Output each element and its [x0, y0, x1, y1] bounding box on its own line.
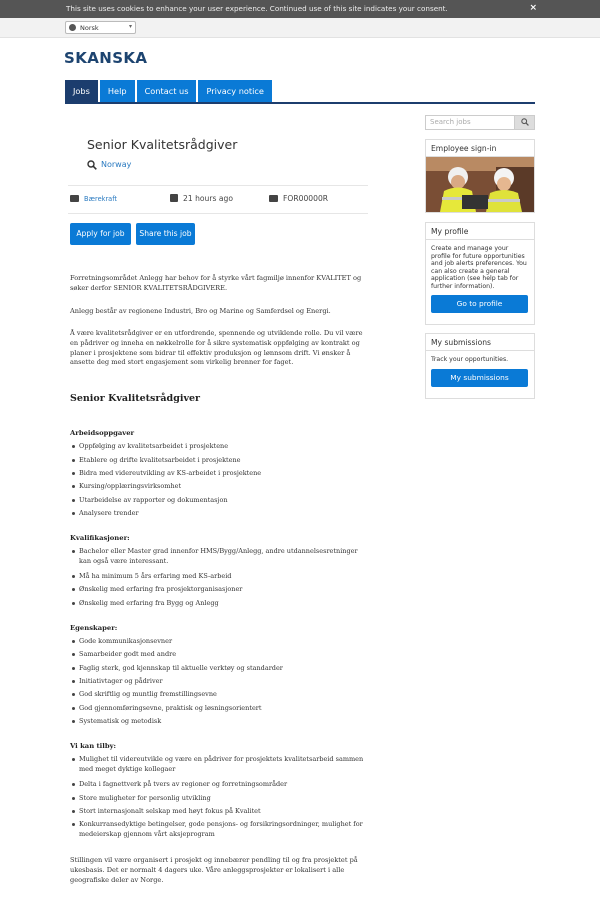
search-icon	[87, 160, 97, 170]
intro-paragraph: Forretningsområdet Anlegg har behov for å styrke vårt fagmiljø innenfor KVALITET og søker derfor SENIOR KVALITETSRÅDGIVERE.	[70, 274, 362, 292]
list-item: Faglig sterk, god kjennskap til aktuelle verktøy og standarder	[79, 664, 369, 674]
job-ref	[269, 194, 328, 203]
category-link[interactable]: Bærekraft	[84, 195, 117, 203]
language-select[interactable]	[65, 21, 136, 34]
location-label: Norway	[101, 160, 132, 169]
search-input[interactable]: Search jobs	[430, 118, 471, 126]
list-item: Mulighet til videreutvikle og være en pådriver for prosjektets kvalitetsarbeid sammen med meget dyktige kollegaer	[79, 755, 369, 774]
section-heading: Senior Kvalitetsrådgiver	[70, 393, 201, 404]
section-title: Kvalifikasjoner:	[70, 534, 130, 542]
list-item: God skriftlig og muntlig fremstillingsevne	[79, 690, 369, 700]
briefcase-icon	[269, 195, 278, 202]
list-item: Bidra med videreutvikling av KS-arbeidet i prosjektene	[79, 469, 369, 479]
list-item: Ønskelig med erfaring fra prosjektorganisasjoner	[79, 585, 369, 595]
list-item: Må ha minimum 5 års erfaring med KS-arbeid	[79, 572, 369, 582]
employee-signin-card[interactable]	[425, 139, 535, 213]
list-item: Konkurransedyktige betingelser, gode pensjons- og forsikringsordninger, mulighet for medeierskap gjennom vårt aksjeprogram	[79, 820, 369, 839]
section-title: Egenskaper:	[70, 624, 118, 632]
list-item: Delta i fagnettverk på tvers av regioner og forretningsområder	[79, 780, 369, 790]
list-item: Analysere trender	[79, 509, 369, 519]
nav-help[interactable]: Help	[100, 80, 135, 102]
intro-paragraph: Anlegg består av regionene Industri, Bro og Marine og Samferdsel og Energi.	[70, 307, 331, 315]
workers-photo	[426, 157, 534, 212]
share-button[interactable]: Share this job	[136, 223, 195, 245]
my-submissions-button[interactable]: My submissions	[431, 369, 528, 387]
job-posted	[170, 194, 233, 203]
main-nav	[65, 80, 274, 102]
list-item: Samarbeider godt med andre	[79, 650, 369, 660]
workers-image	[426, 157, 534, 212]
outro-paragraph: Stillingen vil være organisert i prosjekt og innebærer pendling til og fra prosjektet på ukesbasis. Det er normalt 4 dagers uke. Våre anleggsprosjekter er lokalisert i alle geografiske deler av Norge.	[70, 856, 358, 884]
list-item: Etablere og drifte kvalitetsarbeidet i prosjektene	[79, 456, 369, 466]
cookie-banner	[0, 0, 600, 18]
search-icon	[521, 118, 529, 126]
nav-jobs[interactable]: Jobs	[65, 80, 98, 102]
list-item: Gode kommunikasjonsevner	[79, 637, 369, 647]
logo[interactable]: SKANSKA	[64, 49, 148, 67]
search-box	[425, 115, 535, 130]
list-item: God gjennomføringsevne, praktisk og løsningsorientert	[79, 704, 369, 714]
list-item: Bachelor eller Master grad innenfor HMS/Bygg/Anlegg, andre utdannelsesretninger kan også være interessant.	[79, 547, 369, 566]
divider	[68, 185, 368, 186]
nav-privacy-notice[interactable]: Privacy notice	[198, 80, 271, 102]
list-item: Ønskelig med erfaring fra Bygg og Anlegg	[79, 599, 369, 609]
language-label: Norsk	[80, 24, 99, 32]
job-category	[70, 194, 117, 203]
list-item: Initiativtager og pådriver	[79, 677, 369, 687]
ref-label: FOR00000R	[283, 194, 329, 203]
card-title: Employee sign-in	[426, 140, 534, 157]
divider	[68, 213, 368, 214]
go-to-profile-button[interactable]: Go to profile	[431, 295, 528, 313]
my-profile-card	[425, 222, 535, 325]
section-title: Arbeidsoppgaver	[70, 429, 135, 437]
language-bar	[0, 18, 600, 38]
globe-icon	[69, 24, 76, 31]
profile-description: Create and manage your profile for future opportunities and job alerts preferences. You can also create a general application (see help tab for further information).	[431, 245, 527, 290]
list-item: Oppfølging av kvalitetsarbeidet i prosjektene	[79, 442, 369, 452]
list-item: Store muligheter for personlig utvikling	[79, 794, 369, 804]
submissions-description: Track your opportunities.	[431, 356, 509, 363]
list-item: Stort internasjonalt selskap med høyt fokus på Kvalitet	[79, 807, 369, 817]
my-submissions-card	[425, 333, 535, 399]
nav-contact-us[interactable]: Contact us	[137, 80, 197, 102]
folder-icon	[70, 195, 79, 202]
posted-label: 21 hours ago	[183, 194, 233, 203]
calendar-icon	[170, 194, 178, 202]
section-title: Vi kan tilby:	[70, 742, 117, 750]
list-item: Systematisk og metodisk	[79, 717, 369, 727]
nav-underline	[65, 102, 535, 104]
job-title: Senior Kvalitetsrådgiver	[87, 137, 238, 152]
close-icon[interactable]: ×	[529, 3, 537, 13]
list-item: Kursing/opplæringsvirksomhet	[79, 482, 369, 492]
card-title: My profile	[426, 223, 534, 240]
search-button[interactable]	[514, 116, 534, 129]
apply-button[interactable]: Apply for job	[70, 223, 131, 245]
intro-paragraph: Å være kvalitetsrådgiver er en utfordrende, spennende og utviklende rolle. Du vil være en pådriver og inneha en nøkkelrolle for å sikre systematisk oppfølging av kontrakt og planer i prosjektene som bidrar til effektiv produksjon og lønnsom drift. Vi ønsker å ansette deg med stort engasjement som virkelig brenner for faget.	[70, 329, 363, 367]
card-title: My submissions	[426, 334, 534, 351]
list-item: Utarbeidelse av rapporter og dokumentasjon	[79, 496, 369, 506]
cookie-text: This site uses cookies to enhance your user experience. Continued use of this site indicates your consent.	[66, 4, 448, 13]
chevron-down-icon: ▾	[128, 23, 132, 30]
